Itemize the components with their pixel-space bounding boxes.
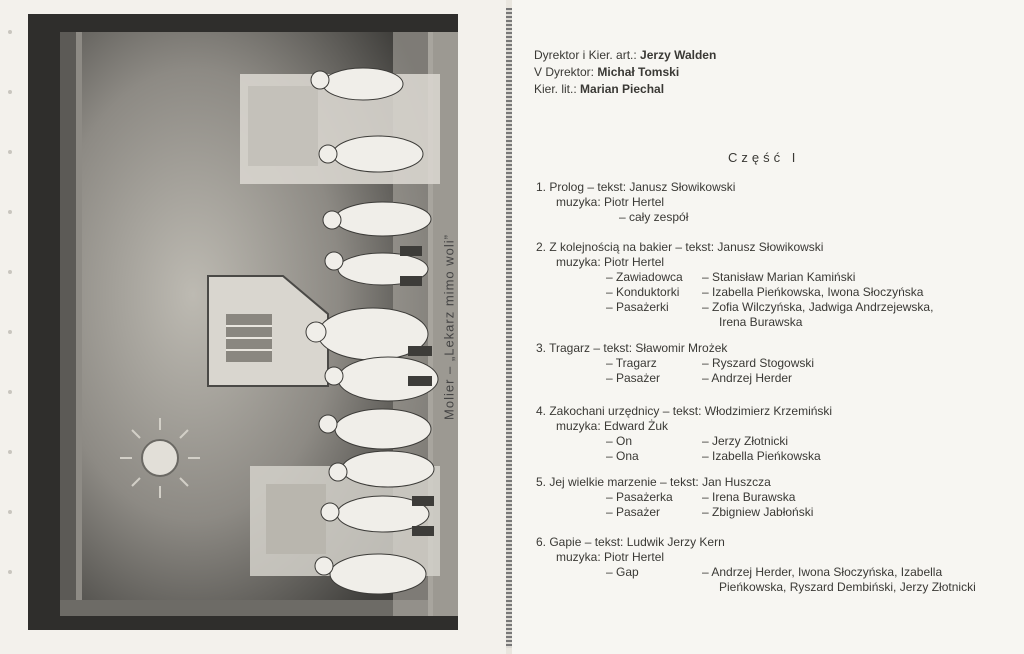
program-item-1: 1. Prolog – tekst: Janusz Słowikowski muzyka: Piotr Hertel – cały zespół [536, 180, 736, 225]
program-item-3: 3. Tragarz – tekst: Sławomir Mrożek – Tragarz – Ryszard Stogowski – Pasażer – Andrzej Herder [536, 341, 815, 386]
role-row: – Zawiadowca – Stanisław Marian Kamiński [606, 270, 856, 284]
role-row: – Pasażerka – Irena Burawska [606, 490, 796, 505]
part-title: Część I [728, 150, 800, 165]
program-item-6: 6. Gapie – tekst: Ludwik Jerzy Kern muzyka: Piotr Hertel – Gap – Andrzej Herder, Iwona Słoczyńska, Izabella Pieńkowska, Ryszard Dembiński, Jerzy Złotnicki [536, 535, 976, 595]
stage-photo-illustration [28, 14, 458, 630]
role-row: – Gap – Andrzej Herder, Iwona Słoczyńska, Izabella [606, 565, 943, 580]
role-row: – Pasażerki – Zofia Wilczyńska, Jadwiga Andrzejewska, [606, 300, 934, 314]
program-item-2: 2. Z kolejnością na bakier – tekst: Janusz Słowikowski muzyka: Piotr Hertel – Zawiadowca – Stanisław Marian Kamiński – Konduktorki – Izabella Pieńkowska, Iwona Słoczyńska – Pasażerki – Zofia Wilczyńska, Jadwiga Andrzejewska, Irena Burawska [536, 240, 934, 329]
director-line: Dyrektor i Kier. art.: Jerzy Walden [534, 48, 717, 62]
right-page [512, 0, 1024, 654]
role-row: – On – Jerzy Złotnicki [606, 434, 789, 449]
role-row: – Ona – Izabella Pieńkowska [606, 449, 821, 464]
role-row: – Pasażer – Zbigniew Jabłoński [606, 505, 814, 520]
role-row: – Pasażer – Andrzej Herder [606, 371, 793, 386]
vice-director-name: Michał Tomski [597, 65, 680, 79]
role-row: – Tragarz – Ryszard Stogowski [606, 356, 815, 371]
program-item-4: 4. Zakochani urzędnicy – tekst: Włodzimierz Krzemiński muzyka: Edward Żuk – On – Jerzy Złotnicki – Ona – Izabella Pieńkowska [536, 404, 833, 464]
literary-manager-line: Kier. lit.: Marian Piechal [534, 82, 665, 96]
literary-manager-name: Marian Piechal [580, 82, 665, 96]
left-page [0, 0, 506, 654]
program-item-5: 5. Jej wielkie marzenie – tekst: Jan Huszcza – Pasażerka – Irena Burawska – Pasażer – Zbigniew Jabłoński [536, 475, 814, 520]
binding-holes [8, 20, 18, 630]
director-name: Jerzy Walden [640, 48, 717, 62]
stage-photo [28, 14, 458, 630]
vice-director-line: V Dyrektor: Michał Tomski [534, 65, 680, 79]
role-row: – Konduktorki – Izabella Pieńkowska, Iwona Słoczyńska [606, 285, 924, 299]
photo-caption: Molier – „Lekarz mimo woli” [441, 234, 457, 420]
